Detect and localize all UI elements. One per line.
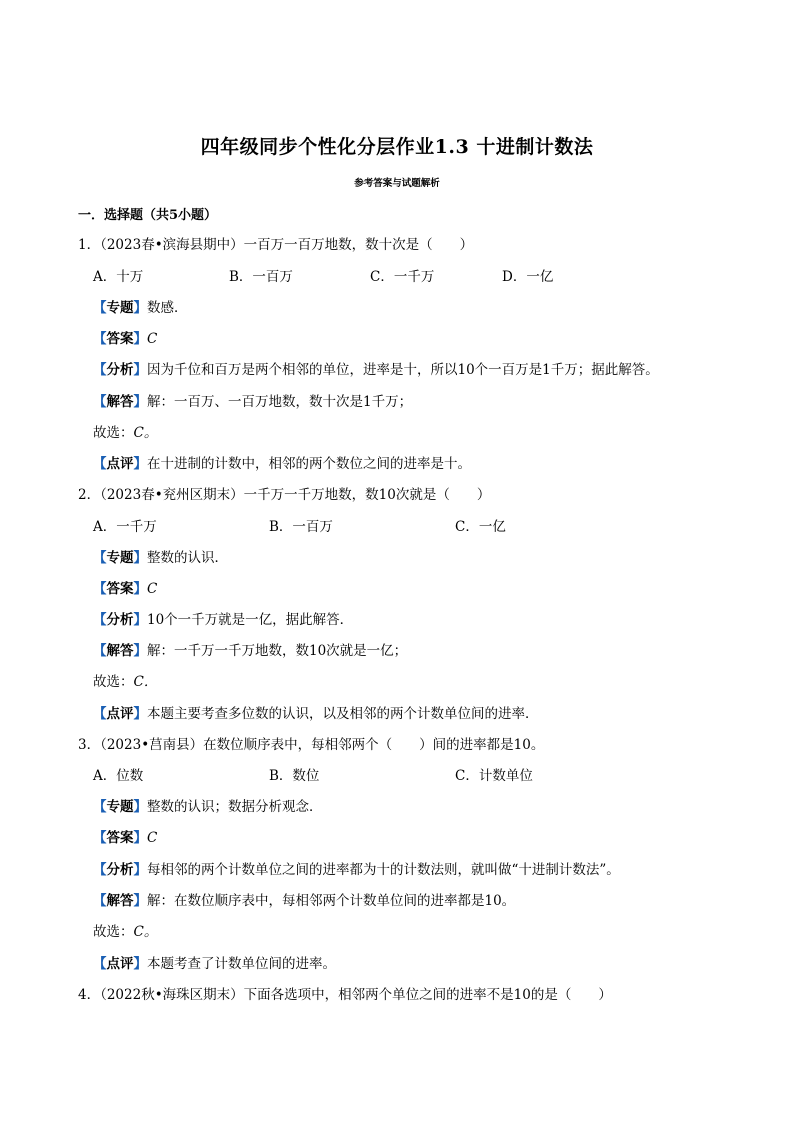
question-stem: 4．（2022秋•海珠区期末）下面各选项中，相邻两个单位之间的进率不是10的是（ ） (78, 987, 612, 1003)
answer-line: 【答案】C (93, 331, 158, 347)
option-b: B．一百万 (229, 269, 293, 285)
analysis-line: 【分析】10个一千万就是一亿，据此解答． (93, 612, 354, 628)
option-a: A．位数 (93, 768, 144, 784)
option-a: A．十万 (93, 269, 144, 285)
solution-line: 【解答】解：在数位顺序表中，每相邻两个计数单位间的进率都是10。 (93, 893, 516, 909)
answer-line: 【答案】C (93, 581, 158, 597)
analysis-line: 【分析】每相邻的两个计数单位之间的进率都为十的计数法则，就叫做“十进制计数法”。 (93, 862, 620, 878)
solution-line: 【解答】解：一千万一千万地数，数10次就是一亿； (93, 643, 408, 659)
question-stem: 2．（2023春•兖州区期末）一千万一千万地数，数10次就是（ ） (78, 487, 491, 503)
page-title: 四年级同步个性化分层作业1.3 十进制计数法 (200, 136, 594, 158)
topic-line: 【专题】整数的认识；数据分析观念． (93, 799, 323, 815)
page-subtitle: 参考答案与试题解析 (354, 178, 440, 189)
comment-line: 【点评】本题考查了计数单位间的进率。 (93, 956, 336, 972)
option-b: B．数位 (269, 768, 320, 784)
option-c: C．一亿 (455, 519, 506, 535)
question-stem: 1．（2023春•滨海县期中）一百万一百万地数，数十次是（ ） (78, 237, 474, 253)
option-a: A．一千万 (93, 519, 157, 535)
comment-line: 【点评】本题主要考查多位数的认识，以及相邻的两个计数单位间的进率． (93, 706, 539, 722)
topic-line: 【专题】整数的认识． (93, 550, 228, 566)
choice-line: 故选：C． (93, 674, 158, 690)
choice-line: 故选：C。 (93, 425, 158, 441)
answer-line: 【答案】C (93, 830, 158, 846)
question-stem: 3．（2023•莒南县）在数位顺序表中，每相邻两个（ ）间的进率都是10。 (78, 737, 545, 753)
solution-line: 【解答】解：一百万、一百万地数，数十次是1千万； (93, 394, 413, 410)
analysis-line: 【分析】因为千位和百万是两个相邻的单位，进率是十，所以10个一百万是1千万；据此解答。 (93, 362, 659, 378)
section-heading: 一．选择题（共5小题） (78, 208, 218, 223)
option-c: C．计数单位 (455, 768, 533, 784)
option-d: D．一亿 (502, 269, 554, 285)
option-b: B．一百万 (269, 519, 333, 535)
topic-line: 【专题】数感． (93, 300, 188, 316)
choice-line: 故选：C。 (93, 924, 158, 940)
comment-line: 【点评】在十进制的计数中，相邻的两个数位之间的进率是十。 (93, 456, 471, 472)
option-c: C．一千万 (370, 269, 435, 285)
